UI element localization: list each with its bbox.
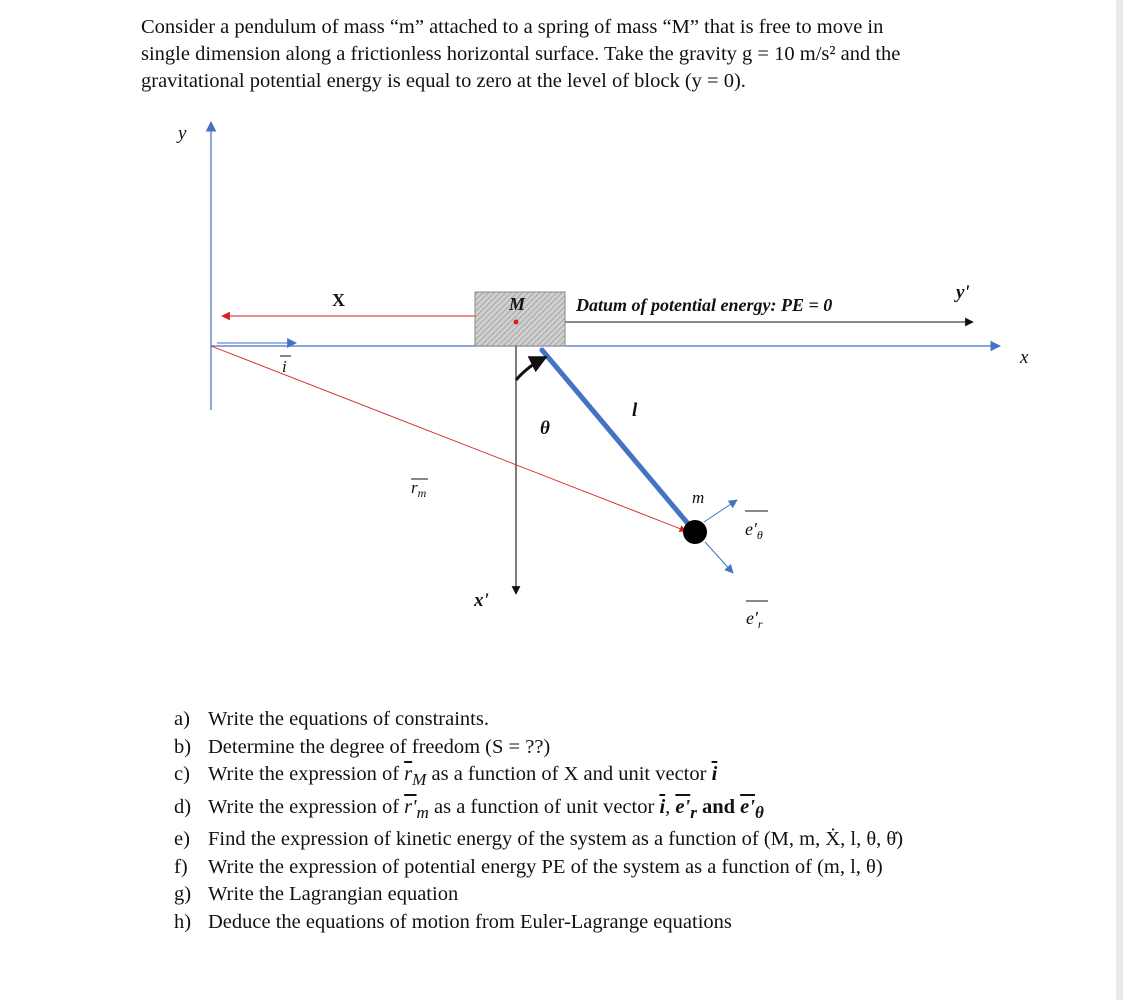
y-prime-axis-label: y' [956, 282, 970, 303]
question-b [174, 734, 1074, 762]
theta-label: θ [540, 418, 550, 439]
block-M-point [514, 320, 519, 325]
mass-m-label: m [692, 488, 705, 507]
question-e [174, 826, 1074, 854]
question-letter: e) [174, 828, 190, 851]
x-prime-axis-label: x' [474, 590, 489, 611]
question-text: Determine the degree of freedom (S = ??) [208, 735, 551, 758]
theta-arc [516, 357, 546, 380]
unit-vector-i-label: i [282, 357, 287, 376]
question-text: Write the Lagrangian equation [208, 883, 459, 906]
intro-line-2: single dimension along a frictionless horizontal surface. Take the gravity g = 10 m/s² and the [141, 43, 901, 65]
question-text: Write the expression of $r_M$ as a function of X and unit vector i [208, 763, 718, 790]
intro-line-3: gravitational potential energy is equal to zero at the level of block (y = 0). [141, 70, 746, 92]
e-theta-label: $e'_\theta$ [745, 519, 763, 542]
question-f [174, 854, 1074, 882]
question-g [174, 881, 1074, 909]
question-h [174, 909, 1074, 937]
question-d [174, 794, 1074, 827]
question-list [174, 706, 1074, 936]
question-text: Deduce the equations of motion from Euler-Lagrange equations [208, 910, 732, 933]
e-r-label: $e'_r$ [746, 608, 763, 631]
intro-line-1: Consider a pendulum of mass “m” attached to a spring of mass “M” that is free to move in [141, 16, 884, 38]
question-a [174, 706, 1074, 734]
pendulum-diagram [0, 110, 1123, 640]
e-theta-arrow [704, 500, 737, 522]
question-c [174, 761, 1074, 794]
question-text: Write the equations of constraints. [208, 708, 489, 730]
question-letter: g) [174, 883, 192, 906]
question-letter: a) [174, 708, 190, 730]
question-letter: h) [174, 910, 192, 933]
mass-m [683, 520, 707, 544]
length-label: l [632, 400, 638, 421]
question-letter: d) [174, 795, 192, 818]
question-text: Find the expression of kinetic energy of the system as a function of (M, m, Ẋ, l, θ, θ̇) [208, 828, 904, 851]
problem-statement [141, 14, 1001, 95]
question-letter: b) [174, 735, 192, 758]
question-letter: c) [174, 763, 190, 785]
datum-label: Datum of potential energy: PE = 0 [576, 295, 833, 315]
rm-label: $r_m$ [411, 478, 427, 500]
x-axis-label: x [1020, 347, 1029, 368]
x-displacement-label: X [332, 290, 345, 310]
question-text: Write the expression of potential energy PE of the system as a function of (m, l, θ) [208, 855, 883, 878]
question-text: Write the expression of $r'_m$ as a function of unit vector i, $e'_r$ and $e'_\theta$ [208, 795, 764, 822]
e-r-arrow [705, 542, 733, 573]
block-M-label: M [509, 294, 526, 314]
question-letter: f) [174, 855, 188, 878]
y-axis-label: y [178, 123, 187, 144]
